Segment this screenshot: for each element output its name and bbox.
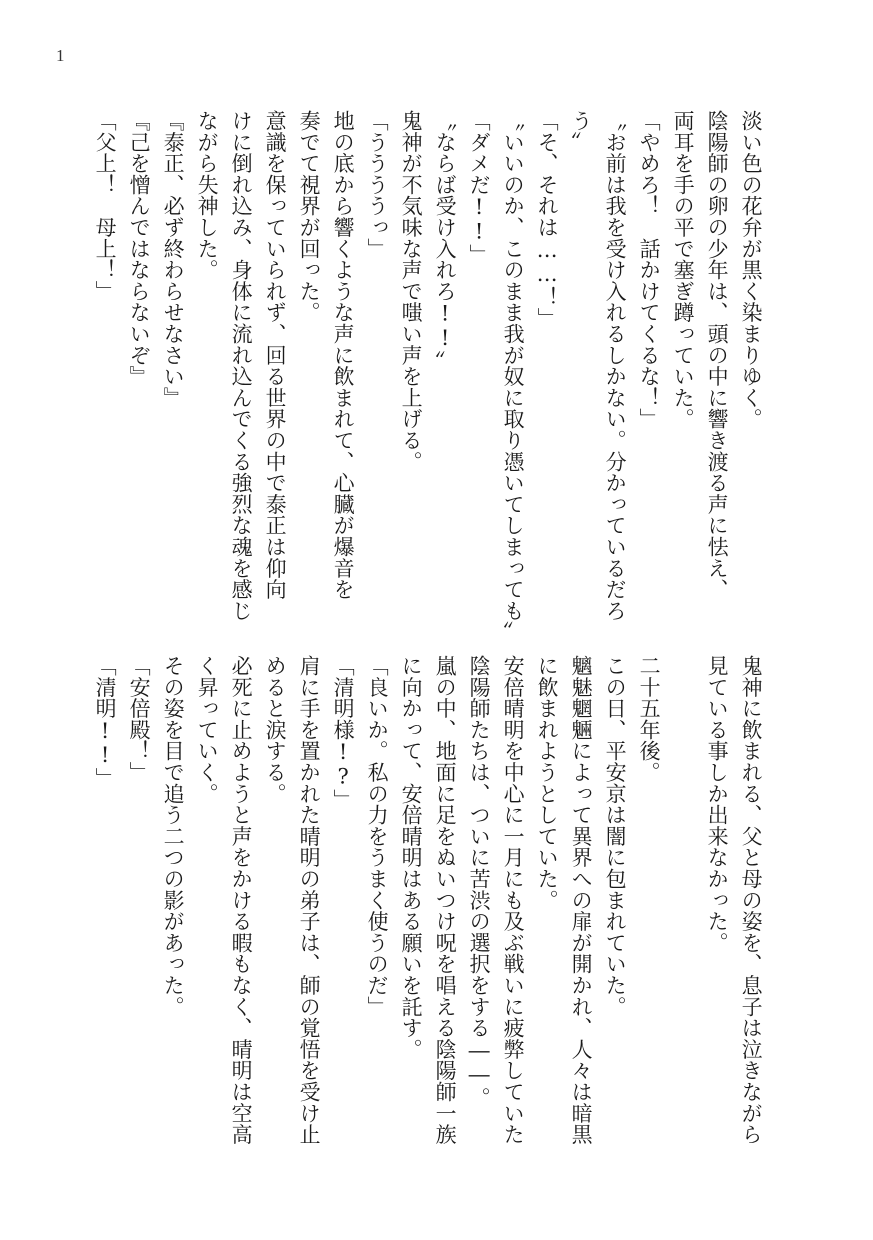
text-column: 必死に止めようと声をかける暇もなく、晴明は空高 — [229, 655, 254, 1145]
text-column: 陰陽師の卵の少年は、頭の中に響き渡る声に怯え、 — [705, 110, 730, 600]
text-column: う〟 — [569, 110, 594, 153]
text-column: 嵐の中、地面に足をぬいつけ呪を唱える陰陽師一族 — [433, 655, 458, 1145]
text-column: 魑魅魍魎によって異界への扉が開かれ、人々は暗黒 — [569, 655, 594, 1145]
text-column: 両耳を手の平で塞ぎ蹲っていた。 — [671, 110, 696, 430]
text-column: 肩に手を置かれた晴明の弟子は、師の覚悟を受け止 — [297, 655, 322, 1145]
text-column: く昇っていく。 — [195, 655, 220, 805]
text-column: 陰陽師たちは、ついに苦渋の選択をする――。 — [467, 655, 492, 1109]
text-column: 「ダメだ!!」 — [467, 110, 492, 266]
text-column: 「清明様!?」 — [331, 655, 356, 811]
text-column: けに倒れ込み、身体に流れ込んでくる強烈な魂を感じ — [229, 110, 254, 622]
text-column: ながら失神した。 — [195, 110, 220, 281]
text-column: 二十五年後。 — [637, 655, 662, 783]
text-column: 意識を保っていられず、回る世界の中で泰正は仰向 — [263, 110, 288, 600]
text-column: 「そ、それは……！」 — [535, 110, 560, 329]
text-column: 「安倍殿！」 — [127, 655, 152, 783]
text-column: に向かって、安倍晴明はある願いを託す。 — [399, 655, 424, 1060]
text-column: 〝いいのか、このまま我が奴に取り憑いてしまっても〟 — [501, 110, 526, 643]
text-column: 安倍晴明を中心に一月にも及ぶ戦いに疲弊していた — [501, 655, 526, 1145]
text-column: 「やめろ！ 話かけてくるな！」 — [637, 110, 662, 430]
text-column: その姿を目で追う二つの影があった。 — [161, 655, 186, 1018]
text-column: 「ううううっ」 — [365, 110, 390, 260]
text-column: 鬼神に飲まれる、父と母の姿を、息子は泣きながら — [739, 655, 764, 1145]
text-column: 地の底から響くような声に飲まれて、心臓が爆音を — [331, 110, 356, 600]
text-column: 見ている事しか出来なかった。 — [705, 655, 730, 954]
text-column: 「良いか。私の力をうまく使うのだ」 — [365, 655, 390, 1018]
text-column: 奏でて視界が回った。 — [297, 110, 322, 323]
text-column: めると涙する。 — [263, 655, 288, 805]
text-column: 〝ならば受け入れろ!!〟 — [433, 110, 458, 372]
text-column: 「父上！ 母上！」 — [93, 110, 118, 302]
text-column: 〝お前は我を受け入れるしかない。分かっているだろ — [603, 110, 628, 622]
text-column: 鬼神が不気味な声で嗤い声を上げる。 — [399, 110, 424, 473]
text-column: 淡い色の花弁が黒く染まりゆく。 — [739, 110, 764, 430]
text-column: 「清明!!」 — [93, 655, 118, 789]
text-column: 『己を憎んではならないぞ』 — [127, 110, 152, 387]
text-column: 『泰正、必ず終わらせなさい』 — [161, 110, 186, 409]
text-column: に飲まれようとしていた。 — [535, 655, 560, 911]
page-number: 1 — [56, 46, 65, 65]
text-column: この日、平安京は闇に包まれていた。 — [603, 655, 628, 1018]
